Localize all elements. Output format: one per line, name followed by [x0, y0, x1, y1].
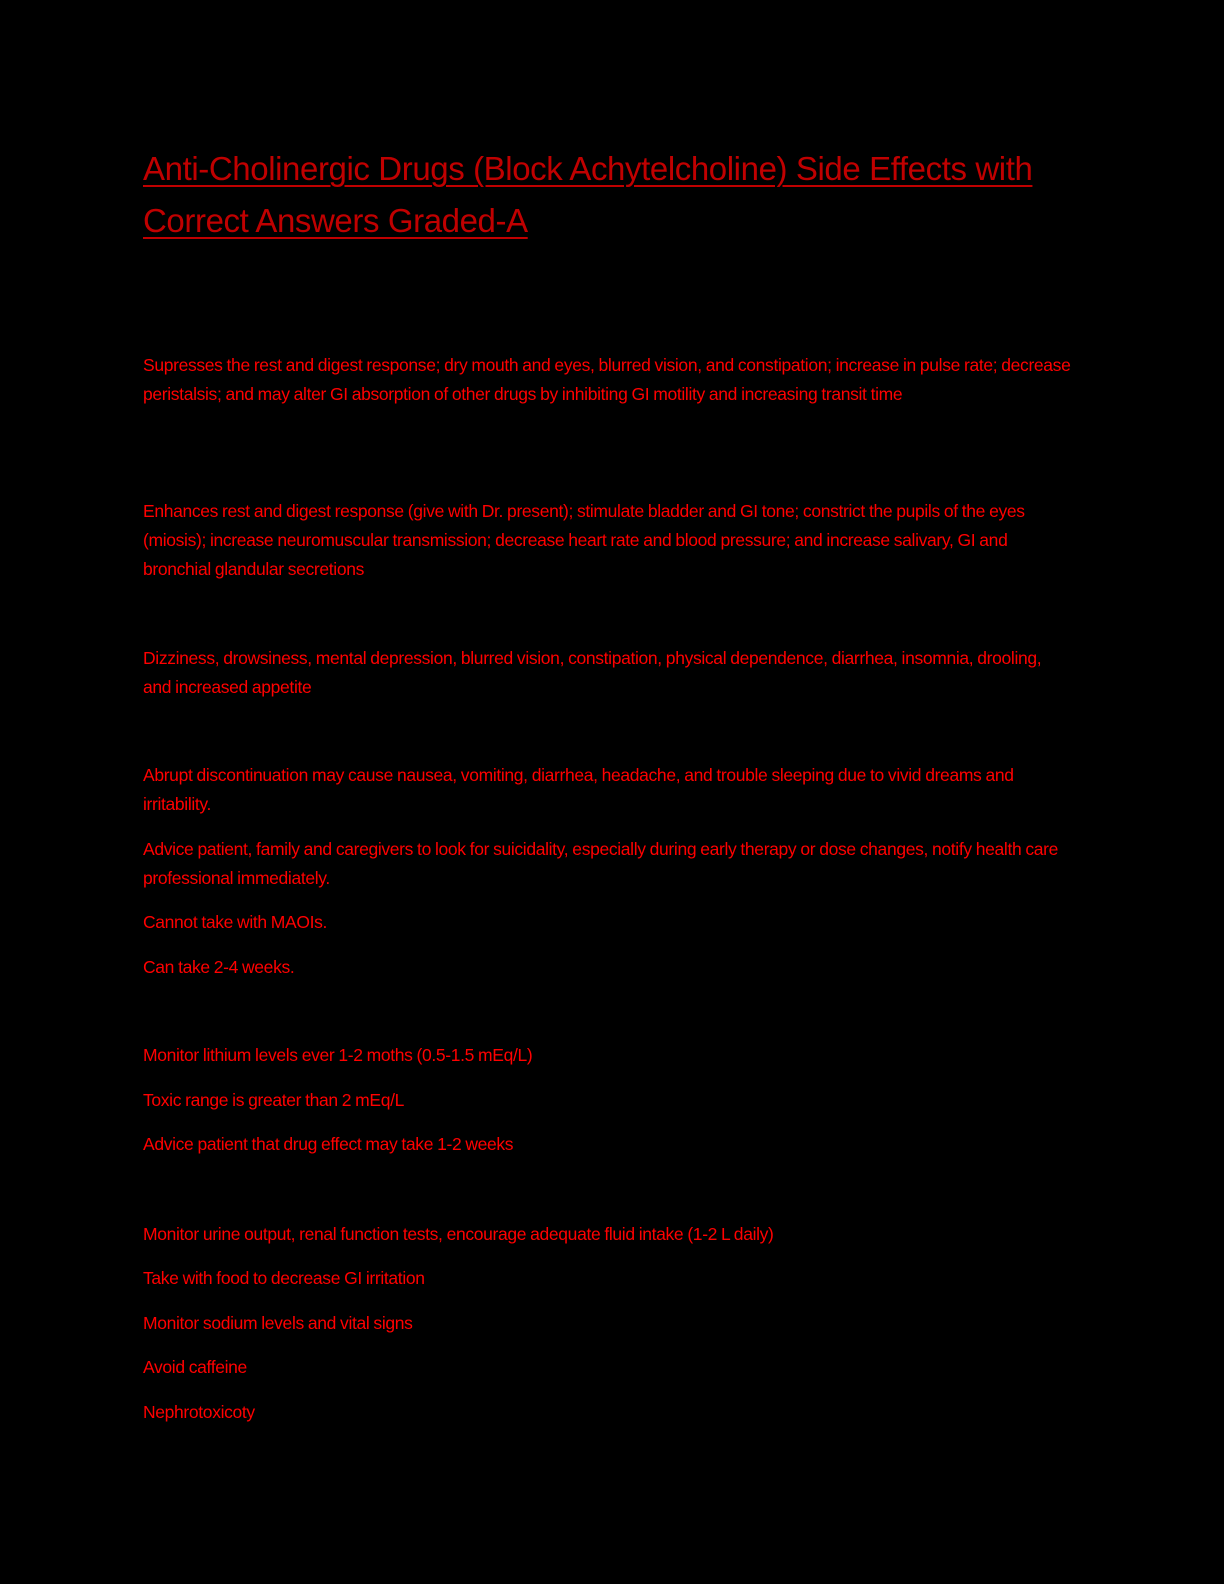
answer-paragraph-anticholinergic: Supresses the rest and digest response; dry mouth and eyes, blurred vision, and constipation; increase in pulse rate; decrease peristalsis; and may alter GI absorption of other drugs by inhibiting GI motility and increasing transit time: [143, 355, 1071, 404]
answer-paragraph-caffeine: Avoid caffeine: [143, 1357, 247, 1377]
answer-paragraph-suicidality: Advice patient, family and caregivers to look for suicidality, especially during early therapy or dose changes, notify health care professional immediately.: [143, 839, 1058, 888]
answer-paragraph-maois: Cannot take with MAOIs.: [143, 912, 328, 932]
answer-paragraph-side-effects: Dizziness, drowsiness, mental depression, blurred vision, constipation, physical dependence, diarrhea, insomnia, drooling, and increased appetite: [143, 648, 1042, 697]
answer-paragraph-nephrotoxicity: Nephrotoxicoty: [143, 1402, 255, 1422]
answer-paragraph-toxic-range: Toxic range is greater than 2 mEq/L: [143, 1090, 405, 1110]
document-title: Anti-Cholinergic Drugs (Block Achytelcholine) Side Effects with Correct Answers Graded-A: [143, 150, 1033, 239]
answer-paragraph-cholinergic: Enhances rest and digest response (give with Dr. present); stimulate bladder and GI tone; constrict the pupils of the eyes (miosis); increase neuromuscular transmission; decrease heart rate and blood pressure; and increase salivary, GI and bronchial glandular secretions: [143, 501, 1025, 579]
answer-paragraph-drug-effect: Advice patient that drug effect may take 1-2 weeks: [143, 1134, 514, 1154]
answer-paragraph-take-with-food: Take with food to decrease GI irritation: [143, 1268, 425, 1288]
answer-paragraph-lithium-levels: Monitor lithium levels ever 1-2 moths (0.5-1.5 mEq/L): [143, 1045, 533, 1065]
answer-paragraph-discontinuation: Abrupt discontinuation may cause nausea, vomiting, diarrhea, headache, and trouble sleeping due to vivid dreams and irritability.: [143, 765, 1014, 814]
answer-paragraph-urine-output: Monitor urine output, renal function tests, encourage adequate fluid intake (1-2 L daily): [143, 1224, 774, 1244]
answer-paragraph-sodium: Monitor sodium levels and vital signs: [143, 1313, 413, 1333]
answer-paragraph-onset: Can take 2-4 weeks.: [143, 957, 295, 977]
